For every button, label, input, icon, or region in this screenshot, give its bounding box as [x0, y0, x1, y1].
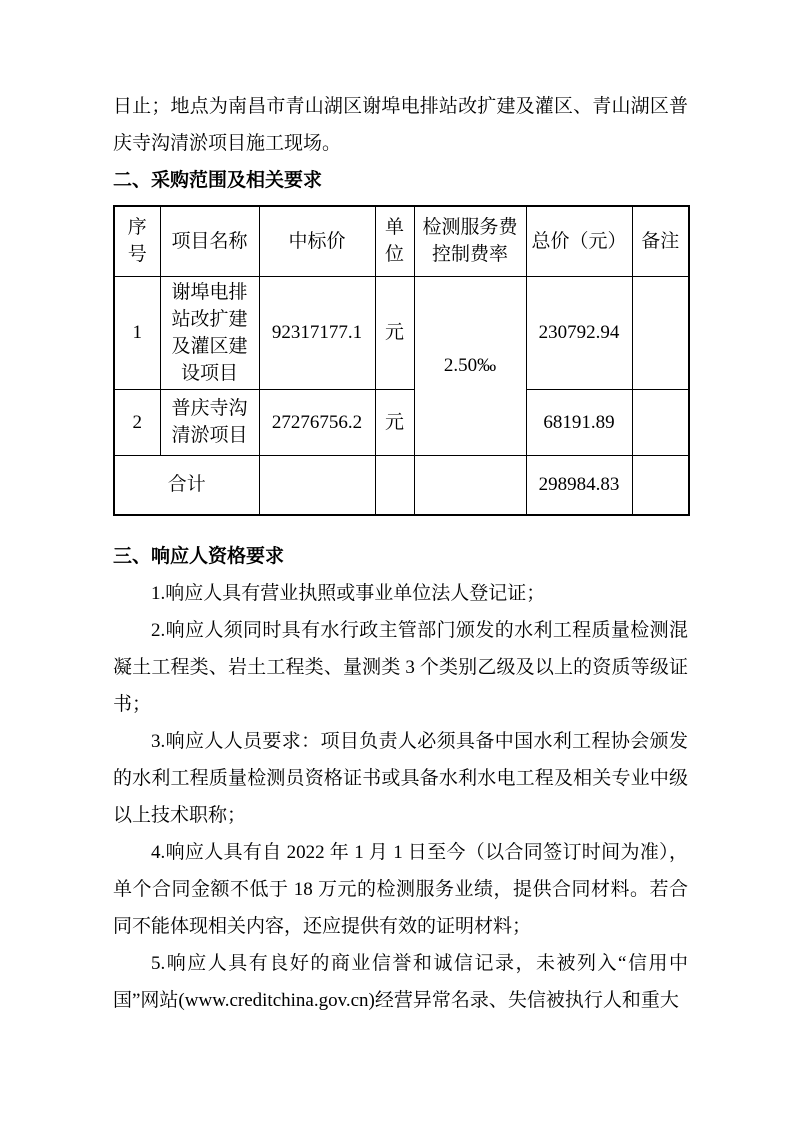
header-service-fee-rate: 检测服务费控制费率: [414, 206, 526, 276]
table-header-row: [114, 206, 689, 276]
row1-remarks: [632, 276, 689, 389]
requirement-item-2: 2.响应人须同时具有水行政主管部门颁发的水利工程质量检测混凝土工程类、岩土工程类、量测类 3 个类别乙级及以上的资质等级证书；: [113, 620, 688, 715]
row1-winning-price: 92317177.1: [259, 276, 375, 389]
row2-winning-price: 27276756.2: [259, 389, 375, 455]
header-remarks: 备注: [632, 206, 689, 276]
header-unit: 单位: [375, 206, 414, 276]
page-content: [113, 0, 688, 1019]
header-winning-price: 中标价: [259, 206, 375, 276]
procurement-table: [113, 205, 690, 516]
total-row-unit: [375, 455, 414, 515]
total-row-label: 合计: [114, 455, 259, 515]
row1-project-name: 谢埠电排站改扩建及灌区建设项目: [160, 276, 259, 389]
row1-total-price: 230792.94: [526, 276, 632, 389]
header-project-name: 项目名称: [160, 206, 259, 276]
section2-heading: 二、采购范围及相关要求: [113, 170, 323, 191]
row2-remarks: [632, 389, 689, 455]
row1-unit: 元: [375, 276, 414, 389]
requirement-item-3: 3.响应人人员要求：项目负责人必须具备中国水利工程协会颁发的水利工程质量检测员资格证书或具备水利水电工程及相关专业中级以上技术职称；: [113, 731, 688, 826]
section3-heading: 三、响应人资格要求: [113, 546, 285, 567]
row2-unit: 元: [375, 389, 414, 455]
table-row: [114, 276, 689, 389]
table-total-row: [114, 455, 689, 515]
intro-paragraph: 日止；地点为南昌市青山湖区谢埠电排站改扩建及灌区、青山湖区普庆寺沟清淤项目施工现场。: [113, 96, 688, 154]
row2-seq-no: 2: [114, 389, 160, 455]
total-row-remarks: [632, 455, 689, 515]
total-row-price: [259, 455, 375, 515]
requirement-item-1: 1.响应人具有营业执照或事业单位法人登记证；: [151, 583, 546, 604]
total-row-rate: [414, 455, 526, 515]
header-total-price: 总价（元）: [526, 206, 632, 276]
header-seq-no: 序号: [114, 206, 160, 276]
row2-total-price: 68191.89: [526, 389, 632, 455]
total-row-total: 298984.83: [526, 455, 632, 515]
requirement-item-5: 5.响应人具有良好的商业信誉和诚信记录，未被列入“信用中国”网站(www.creditchina.gov.cn)经营异常名录、失信被执行人和重大: [113, 953, 688, 1011]
requirement-item-4: 4.响应人具有自 2022 年 1 月 1 日至今（以合同签订时间为准），单个合同金额不低于 18 万元的检测服务业绩，提供合同材料。若合同不能体现相关内容，还应提供有效的证明材料；: [113, 842, 688, 937]
service-fee-rate-value: 2.50‰: [414, 276, 526, 455]
row1-seq-no: 1: [114, 276, 160, 389]
table-row: [114, 389, 689, 455]
row2-project-name: 普庆寺沟清淤项目: [160, 389, 259, 455]
